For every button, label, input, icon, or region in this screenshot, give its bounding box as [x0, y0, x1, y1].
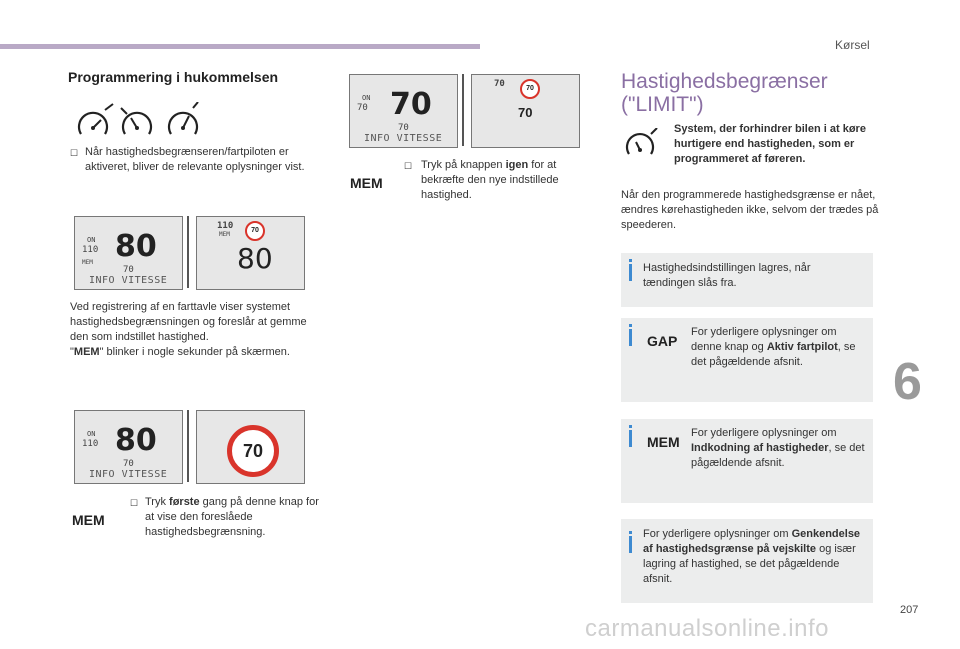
display-panel-2 [74, 410, 183, 484]
lcd-info-text: INFO VITESSE [89, 469, 168, 480]
paragraph-text-rest: " blinker i nogle sekunder på skærmen. [99, 346, 290, 358]
speed-sign-small: 70 [520, 79, 540, 99]
display-speed: 80 [237, 242, 273, 275]
bullet-text-1: Når hastighedsbegrænseren/fartpiloten er aktiveret, bliver de relevante oplysninger vist. [85, 146, 305, 173]
lcd-on-label: ON [362, 94, 371, 102]
lcd-on-label: ON [87, 236, 96, 244]
info-icon [629, 425, 632, 428]
display-panel-1 [74, 216, 183, 290]
display-panel-3 [349, 74, 458, 148]
speedometer-icons [75, 102, 205, 138]
lcd-speed: 80 [115, 423, 157, 458]
info-icon [629, 531, 632, 534]
paragraph-text: Ved registrering af en farttavle viser systemet hastighedsbegrænsningen og foreslår at gemme den som indstillet hastighed. [70, 301, 307, 343]
text-bold: Genkendelse af hastighedsgrænse på vejskilte [643, 528, 861, 555]
bullet-check-icon: ☐ [70, 148, 79, 158]
info-icon-bar [629, 430, 632, 447]
info-icon-bar [629, 329, 632, 346]
info-text [643, 527, 867, 587]
lcd-set-speed: 110 [82, 439, 99, 449]
display-panel-3b [471, 74, 580, 148]
separator [462, 74, 464, 146]
info-box-4 [621, 519, 873, 603]
bullet-text-3 [421, 158, 581, 203]
lcd-set-speed: 70 [357, 103, 368, 113]
speedometer-limit-icon [625, 128, 661, 158]
info-box-1 [621, 253, 873, 307]
display-panel-2b [196, 410, 305, 484]
bullet-text-2 [145, 495, 320, 540]
chapter-title: Kørsel [835, 38, 870, 52]
info-text [691, 426, 866, 471]
text: For yderligere oplysninger om [643, 528, 792, 540]
info-icon [629, 259, 632, 262]
mem-button-label: MEM [350, 175, 383, 191]
lcd-on-label: ON [87, 430, 96, 438]
lcd-info-text: INFO VITESSE [364, 133, 443, 144]
text-bold: første [169, 496, 200, 508]
speed-sign-large: 70 [227, 425, 279, 477]
lcd-info-number: 70 [398, 123, 409, 133]
lcd-set-speed: 110 [82, 245, 99, 255]
separator [187, 216, 189, 288]
text-bold: igen [505, 159, 529, 171]
text: for at bekræfte den nye indstillede hastighed. [421, 159, 559, 201]
bullet-check-icon: ☐ [404, 161, 413, 171]
header-bar [0, 44, 480, 49]
lcd-set-speed: 70 [494, 79, 505, 89]
section-title-limit: Hastighedsbegrænser ("LIMIT") [621, 70, 828, 116]
lcd-set-speed: 110 [217, 221, 234, 231]
watermark: carmanualsonline.info [585, 615, 829, 642]
limit-paragraph: Når den programmerede hastighedsgrænse er nået, ændres kørehastigheden ikke, selvom der trædes på speederen. [621, 189, 879, 231]
info-box-3 [621, 419, 873, 503]
info-icon [629, 324, 632, 327]
display-panel-1b [196, 216, 305, 290]
lcd-mem-label: MEM [82, 259, 93, 266]
info-icon-bar [629, 264, 632, 281]
info-box-2 [621, 318, 873, 402]
info-text [691, 325, 866, 370]
text: Tryk på knappen [421, 159, 506, 171]
text-bold: Aktiv fartpilot [766, 341, 838, 353]
mem-inline: MEM [73, 346, 100, 358]
lcd-mem-label: MEM [219, 231, 230, 238]
text: For yderligere oplysninger om [691, 427, 837, 439]
mem-button-label: MEM [72, 512, 105, 528]
lcd-speed: 70 [390, 87, 432, 122]
text: og især lagring af hastighed, se det pågældende afsnit. [643, 543, 856, 585]
speed-sign-small: 70 [245, 221, 265, 241]
page-number: 207 [900, 604, 919, 616]
info-icon-bar [629, 536, 632, 553]
bullet-check-icon: ☐ [130, 498, 139, 508]
lcd-speed: 80 [115, 229, 157, 264]
lcd-info-number: 70 [123, 265, 134, 275]
text: , se det pågældende afsnit. [691, 341, 856, 368]
section-title-memory: Programmering i hukommelsen [68, 69, 279, 85]
text: Tryk [145, 496, 170, 508]
text-bold: Indkodning af hastigheder [691, 442, 829, 454]
chapter-tab-number: 6 [893, 353, 922, 411]
info-text: Hastighedsindstillingen lagres, når tændingen slås fra. [643, 262, 811, 289]
separator [187, 410, 189, 482]
lcd-info-text: INFO VITESSE [89, 275, 168, 286]
text: For yderligere oplysninger om denne knap og [691, 326, 837, 353]
gap-button-label: GAP [647, 333, 678, 349]
mem-button-label: MEM [647, 434, 680, 450]
limit-intro: System, der forhindrer bilen i at køre hurtigere end hastigheden, som er programmeret af føreren. [674, 123, 866, 165]
display-speed: 70 [518, 105, 533, 120]
lcd-info-number: 70 [123, 459, 134, 469]
text: gang på denne knap for at vise den foreslåede hastighedsbegrænsning. [145, 496, 319, 538]
paragraph-registration: Ved registrering af en farttavle viser systemet hastighedsbegrænsningen og foreslår at gemme den som indstillet hastighed. "MEM" blinker i nogle sekunder på skærmen. [70, 301, 307, 358]
text: , se det pågældende afsnit. [691, 442, 865, 469]
